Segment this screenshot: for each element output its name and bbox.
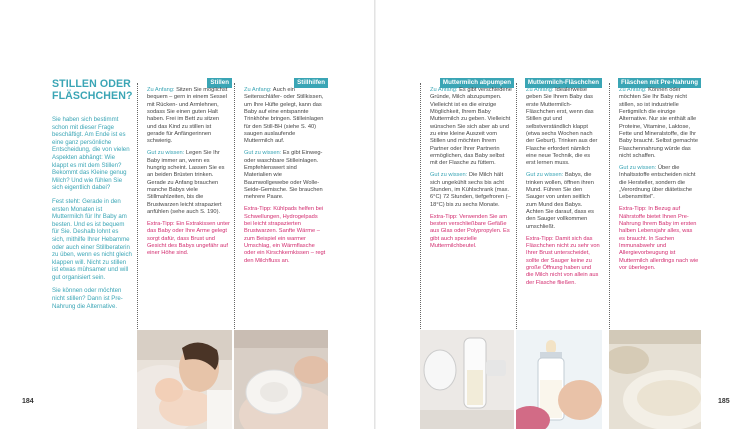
column-divider <box>137 83 138 365</box>
label-extra-tipp: Extra-Tipp: <box>430 213 458 220</box>
label-extra-tipp: Extra-Tipp: <box>244 206 272 213</box>
text-zu-anfang: Es gibt verschiedene Gründe, Milch abzupumpen. Vielleicht ist es die einzige Möglichkeit, Ihrem Baby Muttermilch zu geben. Vielleicht wünschen Sie sich aber ab und zu eine kleine Auszeit vom Stillen und möchten Ihrem Partner oder Ihrer Partnerin ermöglichen, das Baby selbst mit der Flasche zu füttern. <box>430 87 512 167</box>
paragraph-zu-anfang <box>526 87 600 168</box>
paragraph-zu-anfang <box>147 87 230 146</box>
column-heading: Muttermilch-Fläschchen <box>525 78 602 88</box>
text-extra-tipp: Kühlpads helfen bei Schwellungen, Hydrogelpads bei leicht strapazierten Brustwarzen. Sanfte Wärme – zum Beispiel ein warmer Umschlag, ein Wärmflasche oder ein Kirschkernkissen – regt den Milchfluss an. <box>244 206 326 264</box>
breastfeeding-photo <box>137 330 232 429</box>
paragraph-gut-zu-wissen <box>244 150 326 201</box>
label-gut-zu-wissen: Gut zu wissen: <box>526 172 564 179</box>
label-extra-tipp: Extra-Tipp: <box>147 220 175 227</box>
paragraph-zu-anfang <box>619 87 699 160</box>
text-extra-tipp: Damit sich das Fläschchen nicht zu sehr von Ihrer Brust unterscheidet, sollte der Sauger keine zu große Öffnung haben und die Milch nicht von allein aus der Flasche fließen. <box>526 235 600 286</box>
column-heading: Stillen <box>207 78 232 88</box>
page-number-left: 184 <box>22 398 34 405</box>
text-zu-anfang: Idealerweise geben Sie Ihrem Baby das erste Muttermilch-Fläschchen erst, wenn das Stillen gut und selbstverständlich klappt (etwa sechs Wochen nach der Geburt). Trinken aus der Flasche erfordert nämlich eine neue Technik, die es erst lernen muss. <box>526 87 598 167</box>
column-heading: Muttermilch abpumpen <box>440 78 514 88</box>
paragraph-gut-zu-wissen <box>430 172 512 209</box>
label-extra-tipp: Extra-Tipp: <box>619 206 647 213</box>
text-extra-tipp: Ein Extrakissen unter das Baby oder Ihre Arme gelegt sorgt dafür, dass Brust und Gesicht des Babys ungefähr auf einer Höhe sind. <box>147 220 230 257</box>
label-zu-anfang: Zu Anfang: <box>619 87 647 93</box>
breast-pump-photo <box>420 330 514 429</box>
text-gut-zu-wissen: Legen Sie Ihr Baby immer an, wenn es hungrig scheint. Lassen Sie es an beiden Brüsten trinken. Gerade zu Anfang brauchen manche Babys viele Stillmahlzeiten, bis die Brustwarzen leicht strapaziert anfühlen (sehe auch S. 190). <box>147 150 225 215</box>
formula-powder-photo <box>609 330 701 429</box>
column-divider <box>609 83 610 365</box>
baby-bottle-photo <box>516 330 602 429</box>
paragraph-extra-tipp <box>526 236 600 287</box>
page-title <box>52 78 132 102</box>
column-divider <box>234 83 235 365</box>
paragraph-gut-zu-wissen <box>147 150 230 216</box>
paragraph-extra-tipp <box>619 206 699 272</box>
title-line-2: FLÄSCHCHEN? <box>52 90 133 102</box>
label-zu-anfang: Zu Anfang: <box>244 87 272 93</box>
paragraph-zu-anfang <box>430 87 512 168</box>
label-gut-zu-wissen: Gut zu wissen: <box>244 150 282 157</box>
intro-paragraph-1: Sie haben sich bestimmt schon mit dieser Frage beschäftigt. Am Ende ist es eine ganz persönliche Entscheidung, die von vielen Aspekten abhängt: Wie klappt es mit dem Stillen? Bekommt das Kleine genug Milch? Und wie fühlen Sie sich eigentlich dabei? <box>52 116 130 192</box>
text-zu-anfang: Sitzen Sie möglichst bequem – gern in einem Sessel mit Rücken- und Armlehnen, sodass Sie einen guten Halt haben. Frei im Bett zu sitzen und das Kind zu stillen ist gerade für Anfängerinnen schwierig. <box>147 87 228 145</box>
page-number-right: 185 <box>718 398 730 405</box>
text-gut-zu-wissen: Die Milch hält sich ungekühlt sechs bis acht Stunden, im Kühlschrank (max. 6°C) 72 Stunden, tiefgefroren (–18°C) bis zu sechs Monate. <box>430 172 511 208</box>
column-divider <box>516 83 517 365</box>
label-zu-anfang: Zu Anfang: <box>430 87 458 93</box>
column-divider <box>420 83 421 365</box>
text-gut-zu-wissen: Über die Inhaltsstoffe entscheiden nicht die Hersteller, sondern die „Verordnung über diätetische Lebensmittel“. <box>619 164 696 201</box>
label-gut-zu-wissen: Gut zu wissen: <box>147 150 185 157</box>
column-heading: Stillhilfen <box>294 78 328 88</box>
text-gut-zu-wissen: Es gibt Einweg- oder waschbare Stilleinlagen. Empfehlenswert sind Materialien wie Baumwollgewebe oder Wolle-Seide-Gemische. Sie brauchen mehrere Paare. <box>244 150 323 201</box>
label-zu-anfang: Zu Anfang: <box>147 87 175 93</box>
column-body <box>619 87 699 277</box>
paragraph-extra-tipp <box>430 214 512 251</box>
paragraph-extra-tipp <box>147 221 230 258</box>
column-body <box>526 87 600 291</box>
label-extra-tipp: Extra-Tipp: <box>526 235 554 242</box>
text-extra-tipp: In Bezug auf Nährstoffe bietet Ihnen Pre-Nahrung Ihrem Baby im ersten halben Lebensjahr alles, was es braucht. In Sachen Immunabwehr und Allergievorbeugung ist Muttermilch allerdings nach wie vor überlegen. <box>619 206 699 271</box>
intro-paragraph-3: Sie können oder möchten nicht stillen? Dann ist Pre-Nahrung die Alternative. <box>52 287 123 310</box>
paragraph-extra-tipp <box>244 206 326 265</box>
paragraph-gut-zu-wissen <box>526 172 600 231</box>
intro-column <box>52 78 132 310</box>
title-line-1: STILLEN ODER <box>52 78 131 90</box>
paragraph-gut-zu-wissen <box>619 165 699 202</box>
page-gutter <box>374 0 376 429</box>
text-zu-anfang: Auch ein Seitenschläfer- oder Stillkissen, um Ihre Hüfte gelegt, kann das Baby auf eine entspannte Trinkhöhe bringen. Stilleinlagen für den Still-BH (siehe S. 40) saugen auslaufende Muttermilch auf. <box>244 87 324 145</box>
label-gut-zu-wissen: Gut zu wissen: <box>619 164 657 171</box>
label-zu-anfang: Zu Anfang: <box>526 87 554 93</box>
column-body <box>430 87 512 255</box>
text-extra-tipp: Verwenden Sie am besten verschließbare Gefäße aus Glas oder Polypropylen. Es gibt auch spezielle Muttermilchbeutel. <box>430 213 510 249</box>
text-zu-anfang: Können oder möchten Sie Ihr Baby nicht stillen, so ist industrielle Fertigmilch die einzige Alternative. Nur sie enthält alle Proteine, Vitamine, Laktose, Fette und Mineralstoffe, die Ihr Baby braucht. Selbst gemachte Flaschennahrung würde das nicht schaffen. <box>619 87 699 160</box>
column-heading: Fläschen mit Pre-Nahrung <box>618 78 701 88</box>
column-body <box>147 87 230 262</box>
nursing-pad-photo <box>234 330 328 429</box>
column-body <box>244 87 326 269</box>
intro-paragraph-2: Fest steht: Gerade in den ersten Monaten ist Muttermilch für Ihr Baby am besten. Und es ist bequem für Sie. Deshalb lohnt es sich, mithilfe Ihrer Hebamme oder auch einer Stillberaterin zu üben, wenn es nicht gleich klappen will. Nicht zu stillen ist etwas mühsamer und will gut organisiert sein. <box>52 197 132 281</box>
label-gut-zu-wissen: Gut zu wissen: <box>430 172 468 179</box>
paragraph-zu-anfang <box>244 87 326 146</box>
text-gut-zu-wissen: Babys, die trinken wollen, öffnen ihren Mund. Führen Sie den Sauger von unten seitlich zum Mund des Babys. Achten Sie darauf, dass es den Sauger vollkommen umschließt. <box>526 172 594 230</box>
